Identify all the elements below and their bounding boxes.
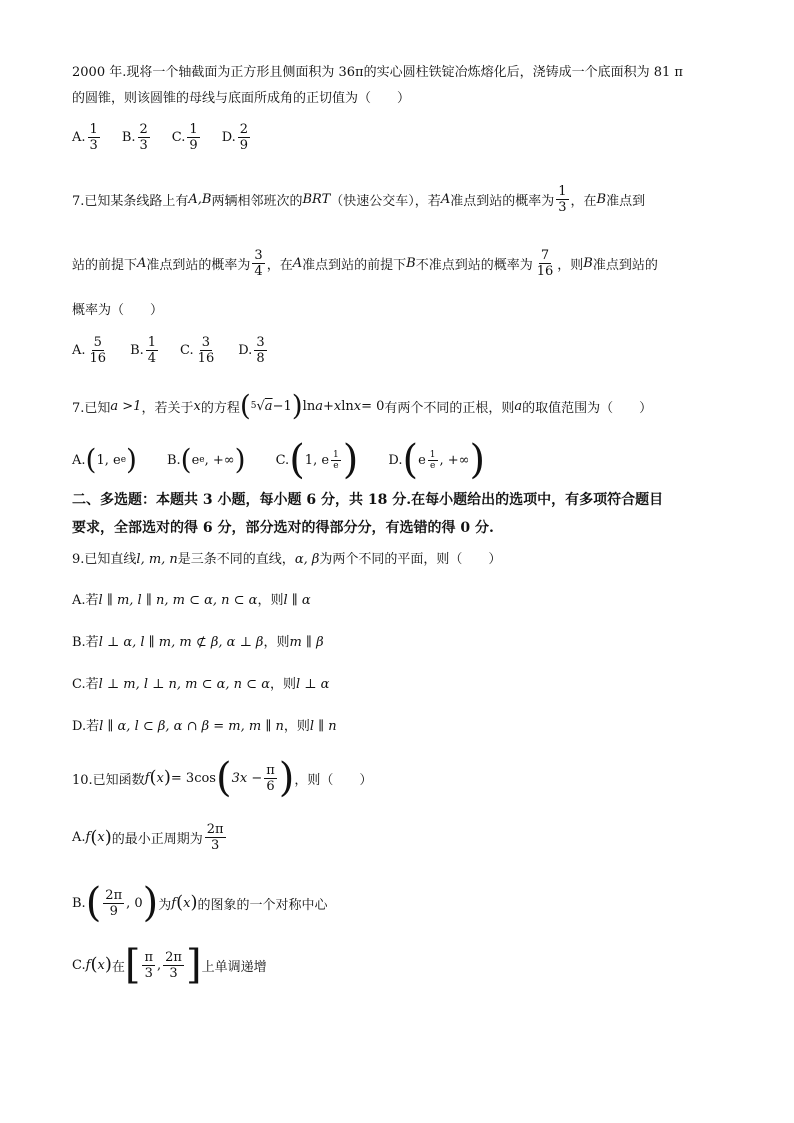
q9-option-a: A.若l ∥ m, l ∥ n, m ⊂ α, n ⊂ α，则l ∥ α — [72, 593, 311, 608]
q9-option-d: D.若l ∥ α, l ⊂ β, α ∩ β = m, m ∥ n，则l ∥ n — [72, 719, 337, 734]
q7b-options — [72, 437, 505, 483]
q10-option-a: A. f ( x ) 的最小正周期为 $\frac{2\pi}{3}$ — [72, 822, 224, 853]
q6-option-a: A. $\frac{1}{3}$ — [72, 122, 98, 153]
q7b-option-b: B. ( e e , +∞ ) — [166, 443, 246, 476]
q7a-options — [72, 335, 289, 366]
q7a-option-b: B. $\frac{1}{4}$ — [130, 335, 157, 366]
q7a-option-d: D. $\frac{3}{8}$ — [238, 335, 265, 366]
q6-option-c: C. $\frac{1}{9}$ — [171, 122, 198, 153]
q7b-option-d: D. ( e $\frac{1}{e}$ , +∞ ) — [388, 437, 486, 483]
q6-options — [72, 122, 272, 153]
q7a-option-a: A. $\frac{5}{16}$ — [72, 335, 107, 366]
q6-line2: 的圆锥，则该圆锥的母线与底面所成角的正切值为（ ） — [72, 91, 411, 106]
q9-stem: 9.已知直线l, m, n是三条不同的直线，α, β为两个不同的平面，则（ ） — [72, 552, 502, 567]
q6-option-d: D. $\frac{2}{9}$ — [221, 122, 249, 153]
q6-line1: 2000 年.现将一个轴截面为正方形且侧面积为 36π的实心圆柱铁锭冶炼熔化后，浇铸成一个底面积为 81 π — [72, 65, 683, 80]
section2-line2: 要求，全部选对的得 6 分，部分选对的得部分分，有选错的得 0 分. — [72, 520, 494, 536]
q7a-line2: 站的前提下 A 准点到站的概率为 $\frac{3}{4}$ ，在 A 准点到站的前提下 B 不准点到站的概率为 $\frac{7}{16}$ ，则 B 准点到站的 — [72, 248, 658, 279]
q9-option-c: C.若l ⊥ m, l ⊥ n, m ⊂ α, n ⊂ α，则l ⊥ α — [72, 677, 330, 692]
q7b-line: 7.已知 a >1 ，若关于 x 的方程 ( 5 √ a −1 ) ln a + x ln x = 0 有两个不同的正根，则 a 的取值范围为（ ） — [72, 389, 653, 422]
q7a-option-c: C. $\frac{3}{16}$ — [180, 335, 215, 366]
section2-line1: 二、多选题：本题共 3 小题，每小题 6 分，共 18 分.在每小题给出的选项中，有多项符合题目 — [72, 492, 664, 508]
q9-option-b: B.若l ⊥ α, l ∥ m, m ⊄ β, α ⊥ β，则m ∥ β — [72, 635, 324, 650]
q10-option-b: B. ( $\frac{2\pi}{9}$ , 0 ) 为 f ( x ) 的图象的一个对称中心 — [72, 880, 328, 926]
q10-option-c: C. f ( x ) 在 [ $\frac{\pi}{3}$ , $\frac{2\pi}{3}$ ] 上单调递增 — [72, 942, 267, 988]
q7b-equation: ( 5 √ a −1 ) ln a + x ln x = 0 — [239, 389, 385, 422]
q7b-option-a: A. ( 1, e e ) — [72, 443, 137, 476]
q7a-line3: 概率为（ ） — [72, 303, 164, 318]
q7a-line1: 7.已知某条线路上有 A,B 两辆相邻班次的 BRT （快速公交车），若 A 准点到站的概率为 $\frac{1}{3}$ ，在 B 准点到 — [72, 184, 646, 215]
q6-option-b: B. $\frac{2}{3}$ — [121, 122, 148, 153]
q7b-option-c: C. ( 1, e $\frac{1}{e}$ ) — [275, 437, 359, 483]
q10-stem: 10.已知函数 f ( x ) = 3cos ( 3x − $\frac{\pi}{6}$ ) ，则（ ） — [72, 755, 373, 801]
